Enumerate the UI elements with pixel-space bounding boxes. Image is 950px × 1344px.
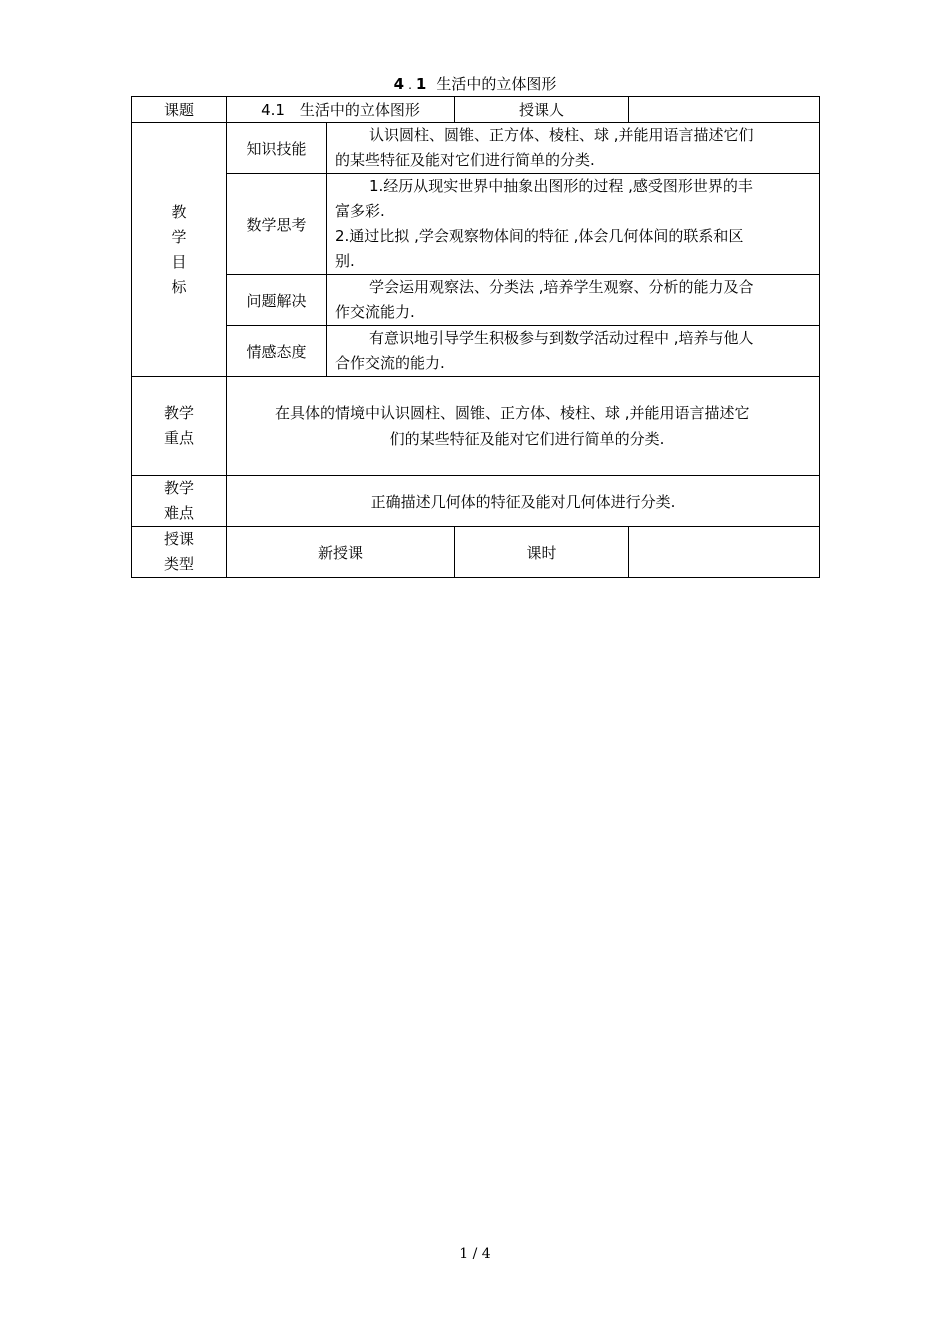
goal-label-thinking: 数学思考	[227, 174, 327, 275]
class-hours-value	[629, 527, 820, 578]
title-dot: .	[408, 78, 412, 92]
goal-label-knowledge: 知识技能	[227, 123, 327, 174]
lesson-type-value: 新授课	[227, 527, 455, 578]
goals-label-char-1: 教	[171, 202, 187, 221]
teacher-value	[629, 97, 820, 123]
goals-label-char-4: 标	[171, 277, 187, 296]
teacher-label: 授课人	[455, 97, 629, 123]
goal-text-thinking: 1.经历从现实世界中抽象出图形的过程 ,感受图形世界的丰 富多彩. 2.通过比拟 ,学会观察物体间的特征 ,体会几何体间的联系和区 别.	[327, 174, 820, 275]
goals-label	[132, 123, 227, 377]
key-points-row	[132, 377, 820, 476]
goal-text-knowledge: 认识圆柱、圆锥、正方体、棱柱、球 ,并能用语言描述它们 的某些特征及能对它们进行简单的分类.	[327, 123, 820, 174]
difficulties-row	[132, 476, 820, 527]
page-number: 1 / 4	[459, 1246, 491, 1262]
lesson-type-label: 授课 类型	[132, 527, 227, 578]
difficulties-text: 正确描述几何体的特征及能对几何体进行分类.	[227, 476, 820, 527]
title-number: 4	[393, 75, 405, 93]
goal-row-attitude	[132, 326, 820, 377]
topic-label: 课题	[132, 97, 227, 123]
key-points-label: 教学 重点	[132, 377, 227, 476]
lesson-type-row	[132, 527, 820, 578]
key-points-text: 在具体的情境中认识圆柱、圆锥、正方体、棱柱、球 ,并能用语言描述它 们的某些特征及能对它们进行简单的分类.	[227, 377, 820, 476]
topic-value: 4.1 生活中的立体图形	[227, 97, 455, 123]
goal-label-problem: 问题解决	[227, 275, 327, 326]
title-text: 生活中的立体图形	[436, 75, 557, 93]
title-number-2: 1	[415, 75, 427, 93]
goals-label-char-3: 目	[171, 252, 187, 271]
goal-row-knowledge	[132, 123, 820, 174]
goal-text-problem: 学会运用观察法、分类法 ,培养学生观察、分析的能力及合 作交流能力.	[327, 275, 820, 326]
difficulties-label: 教学 难点	[132, 476, 227, 527]
goal-row-problem	[132, 275, 820, 326]
goals-label-char-2: 学	[171, 227, 187, 246]
goal-label-attitude: 情感态度	[227, 326, 327, 377]
page-title	[0, 74, 950, 95]
class-hours-label: 课时	[455, 527, 629, 578]
goal-row-thinking	[132, 174, 820, 275]
topic-row	[132, 97, 820, 123]
lesson-plan-table	[131, 96, 820, 578]
goal-text-attitude: 有意识地引导学生积极参与到数学活动过程中 ,培养与他人 合作交流的能力.	[327, 326, 820, 377]
